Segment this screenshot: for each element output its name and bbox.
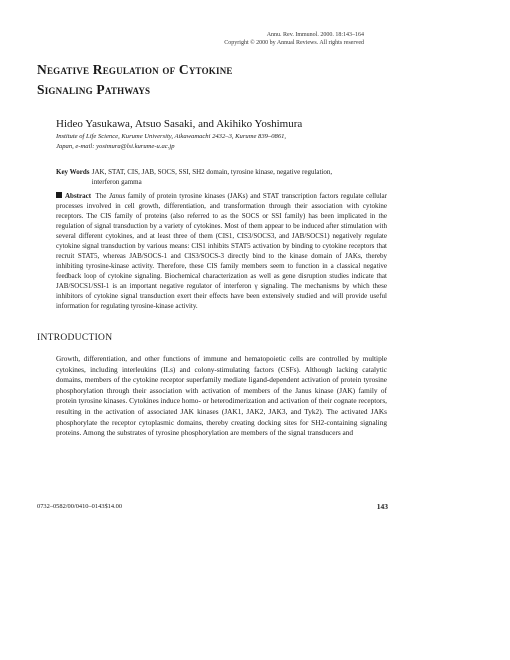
keywords-text: JAK, STAT, CIS, JAB, SOCS, SSI, SH2 domain, tyrosine kinase, negative regulation, interferon gamma: [91, 168, 333, 186]
title-line-1: Negative Regulation of Cytokine: [37, 62, 233, 77]
copyright-notice: Copyright © 2000 by Annual Reviews. All rights reserved: [224, 40, 364, 46]
keywords-block: [56, 167, 386, 187]
affiliation-line-2: Japan, e-mail: yosimura@lsi.kurume-u.ac.jp: [56, 143, 175, 150]
abstract-text-rest: family of protein tyrosine kinases (JAKs) and STAT transcription factors regulate cellular processes involved in cell growth, differentiation, and transformation through their association with cytokine receptors. The CIS family of proteins (also referred to as the SOCS or SSI family) has been implicated in the regulation of signal transduction by a variety of cytokines. Most of them appear to be induced after stimulation with several different cytokines, and at least three of them (CIS1, CIS3/SOCS3, and JAB/SOCS1) negatively regulate cytokine signal transduction by various means: CIS1 inhibits STAT5 activation by binding to cytokine receptors that recruit STAT5, whereas JAB/SOCS-1 and CIS3/SOCS-3 directly bind to the kinase domain of JAKs, thereby inhibiting tyrosine-kinase activity. Therefore, these CIS family members seem to function in a classical negative feedback loop of cytokine signaling. Biochemical characterization as well as gene disruption studies indicate that JAB/SOCS1/SSI-1 is an important negative regulator of interferon γ signaling. The mechanisms by which these inhibitors of cytokine signal transduction exert their effects have been extensively studied and will provide useful information for regulating tyrosine-kinase activity.: [56, 192, 387, 310]
abstract-label: Abstract: [65, 192, 92, 200]
author-affiliation: [56, 132, 356, 152]
abstract-text-start: The: [95, 192, 109, 200]
journal-citation: Annu. Rev. Immunol. 2000. 18:143–164: [266, 32, 364, 38]
title-line-2: Signaling Pathways: [37, 82, 151, 97]
author-list: Hideo Yasukawa, Atsuo Sasaki, and Akihiko Yoshimura: [56, 118, 303, 130]
abstract-block: [56, 191, 387, 311]
square-bullet-icon: [56, 192, 62, 198]
affiliation-line-1: Institute of Life Science, Kurume University, Aikawamachi 2432–3, Kurume 839–0861,: [56, 133, 287, 140]
article-title: [37, 60, 233, 100]
section-heading-introduction: INTRODUCTION: [37, 333, 113, 343]
keywords-label: Key Words: [56, 168, 90, 176]
introduction-body: Growth, differentiation, and other functions of immune and hematopoietic cells are controlled by multiple cytokines, including interleukins (ILs) and colony-stimulating factors (CSFs). Although lacking catalytic domains, members of the cytokine receptor superfamily mediate ligand-dependent activation of protein tyrosine phosphorylation through their association with activation of members of the Janus kinase (JAK) family of protein tyrosine kinases. Cytokines induce homo- or heterodimerization and activation of their cognate receptors, resulting in the activation of associated JAK kinases (JAK1, JAK2, JAK3, and Tyk2). The activated JAKs phosphorylate the receptor cytoplasmic domains, thereby creating docking sites for SH2-containing signaling proteins. Among the substrates of tyrosine phosphorylation are members of the signal transducers and: [56, 354, 387, 438]
page-number: 143: [376, 502, 388, 511]
publication-code: 0732–0582/00/0410–0143$14.00: [37, 503, 123, 510]
journal-reference: [224, 31, 364, 47]
abstract-text-emphasis: Janus: [108, 192, 126, 200]
